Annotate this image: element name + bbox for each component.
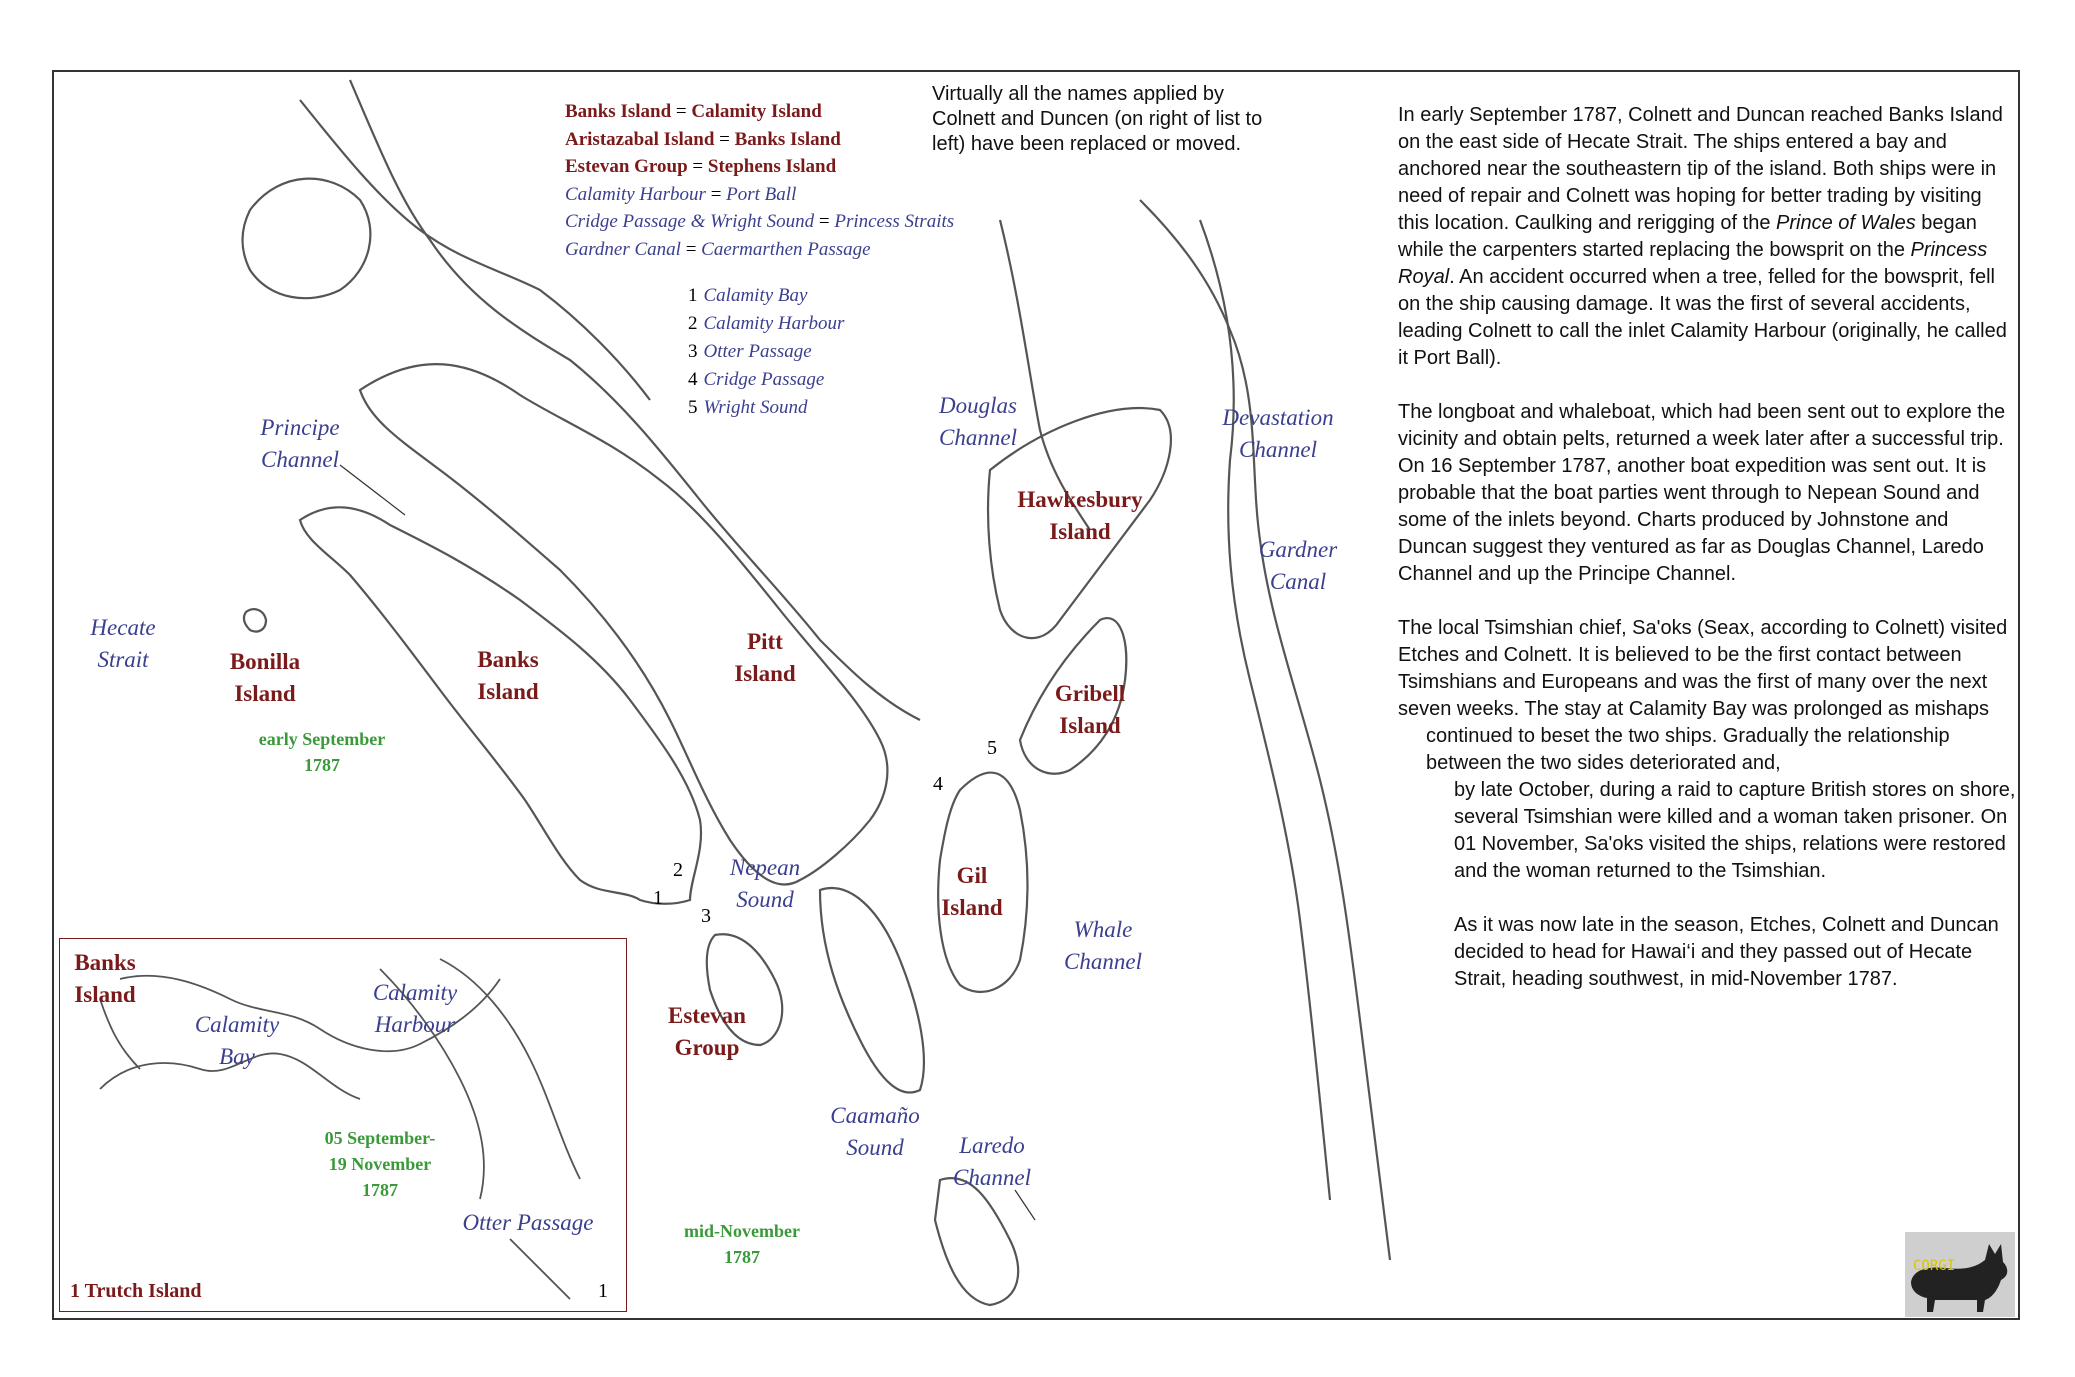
legend-current-name: Banks Island <box>565 101 672 122</box>
gardner-canal-label: Gardner Canal <box>1258 537 1338 594</box>
legend-equals: = <box>814 211 835 232</box>
narrative-text <box>1398 102 2018 1020</box>
corgi-logo <box>1905 1232 2015 1317</box>
map-number-4: 4 <box>933 773 943 795</box>
legend-row <box>565 98 954 126</box>
inset-otter-passage-label: Otter Passage <box>462 1210 594 1235</box>
place-name: Calamity Harbour <box>703 313 845 334</box>
laredo-channel-label: Laredo Channel <box>953 1133 1031 1190</box>
story-paragraph-2: The longboat and whaleboat, which had been sent out to explore the vicinity and obtain pelts, returned a week later after a successful trip. On 16 September 1787, another boat expedition was sent out. It is probable that the boat parties went through to Nepean Sound and some of the inlets beyond. Charts produced by Johnstone and Duncan suggest they ventured as far as Douglas Channel, Laredo Channel and up the Principe Channel. <box>1398 401 2006 585</box>
story-paragraph-3: The local Tsimshian chief, Sa'oks (Seax, according to Colnett) visited Etches and Colnett. It is believed to be the first contact between Tsimshians and Europeans and was the first of many over the next seven weeks. The stay at Calamity Bay was prolonged as mishaps <box>1398 617 2008 720</box>
place-number: 4 <box>688 369 698 390</box>
devastation-channel-label: Devastation Channel <box>1222 405 1334 462</box>
numbered-place-list <box>688 282 844 422</box>
legend-row <box>565 236 954 264</box>
legend-equals: = <box>680 238 702 260</box>
inset-calamity-harbour-label: Calamity Harbour <box>372 980 458 1037</box>
calamity-bay-inset-map <box>59 938 627 1312</box>
nepean-sound-label: Nepean Sound <box>729 855 801 912</box>
principe-channel-label: Principe Channel <box>260 415 340 472</box>
legend-original-name: Calamity Island <box>691 101 822 122</box>
map-number-3: 3 <box>701 905 711 927</box>
place-name: Cridge Passage <box>703 369 825 390</box>
place-name: Otter Passage <box>703 341 812 362</box>
legend-row <box>565 208 954 236</box>
numbered-place-item <box>688 394 844 422</box>
legend-current-name: Calamity Harbour <box>565 183 706 205</box>
numbered-place-item <box>688 366 844 394</box>
legend-row <box>565 153 954 181</box>
legend-original-name: Banks Island <box>734 128 841 150</box>
bonilla-island-label: Bonilla Island <box>229 649 301 706</box>
gribell-island-label: Gribell Island <box>1054 681 1126 738</box>
corgi-silhouette-icon <box>1905 1232 2015 1317</box>
place-name: Calamity Bay <box>703 285 808 306</box>
inset-banks-island-label: Banks Island <box>74 950 136 1007</box>
northwest-island-outline <box>243 179 371 299</box>
inset-number-1: 1 <box>598 1280 608 1302</box>
map-number-1: 1 <box>653 887 663 909</box>
story-paragraph-3-end: by late October, during a raid to capture British stores on shore, several Tsimshian were killed and a woman taken prisoner. On 01 November, Sa'oks visited the ships, relations were restored and the woman returned to the Tsimshian. <box>1454 779 2016 882</box>
legend-row <box>565 181 954 209</box>
legend-equals: = <box>714 128 735 150</box>
map-number-2: 2 <box>673 859 683 881</box>
early-september-label: early September 1787 <box>258 729 386 775</box>
place-number: 1 <box>688 285 698 306</box>
name-legend <box>565 98 954 263</box>
renaming-note: Virtually all the names applied by Colnett and Duncen (on right of list to left) have been replaced or moved. <box>932 83 1263 155</box>
legend-current-name: Cridge Passage & Wright Sound <box>565 211 815 232</box>
mainland-channel-outline <box>1200 220 1330 1200</box>
gil-island-label: Gil Island <box>941 863 1003 920</box>
legend-current-name: Estevan Group <box>565 156 688 177</box>
legend-original-name: Port Ball <box>726 183 797 205</box>
story-paragraph-1: In early September 1787, Colnett and Duncan reached Banks Island on the east side of Hecate Strait. The ships entered a bay and anchored near the southeastern tip of the island. Both ships were in need of repair and Colnett was hoping for better trading by visiting this location. Caulking and rerigging of the Prince of Wales began while the carpenters started replacing the bowsprit on the Princess Royal. An accident occurred when a tree, felled for the bowsprit, fell on the ship causing damage. It was the first of several accidents, leading Colnett to call the inlet Calamity Harbour (originally, he called it Port Ball). <box>1398 104 2007 369</box>
legend-current-name: Gardner Canal <box>565 238 681 260</box>
pitt-island-label: Pitt Island <box>734 629 796 686</box>
numbered-place-item <box>688 282 844 310</box>
southern-islands-outline <box>820 888 924 1092</box>
legend-row <box>565 126 954 154</box>
banks-island-label: Banks Island <box>477 647 539 704</box>
bonilla-island-outline <box>244 609 266 631</box>
story-paragraph-3-cont: continued to beset the two ships. Gradually the relationship between the two sides deteriorated and, <box>1426 725 1950 774</box>
place-number: 3 <box>688 341 698 362</box>
corgi-logo-text: CORGI <box>1913 1258 1956 1274</box>
legend-original-name: Caermarthen Passage <box>701 238 871 260</box>
whale-channel-label: Whale Channel <box>1064 917 1142 974</box>
laredo-leader-line <box>1015 1190 1035 1220</box>
legend-equals: = <box>671 101 692 122</box>
inset-date-range-label: 05 September- 19 November 1787 <box>324 1128 436 1200</box>
legend-equals: = <box>687 156 708 177</box>
numbered-place-item <box>688 310 844 338</box>
place-name: Wright Sound <box>703 397 808 418</box>
legend-original-name: Stephens Island <box>707 156 837 177</box>
hecate-strait-label: Hecate Strait <box>90 615 156 672</box>
hawkesbury-island-label: Hawkesbury Island <box>1017 487 1143 544</box>
mainland-east-outline <box>1140 200 1390 1260</box>
legend-original-name: Princess Straits <box>834 211 955 232</box>
inset-calamity-bay-label: Calamity Bay <box>194 1012 280 1069</box>
caamano-sound-label: Caamaño Sound <box>830 1103 920 1160</box>
mid-november-label: mid-November 1787 <box>684 1221 800 1267</box>
place-number: 5 <box>688 397 698 418</box>
numbered-place-item <box>688 338 844 366</box>
legend-current-name: Aristazabal Island <box>565 128 715 150</box>
estevan-group-label: Estevan Group <box>668 1003 746 1060</box>
legend-equals: = <box>705 183 727 205</box>
laredo-shore-outline <box>935 1178 1018 1305</box>
inset-key-label: 1 Trutch Island <box>70 1280 202 1302</box>
map-number-5: 5 <box>987 737 997 759</box>
story-paragraph-4: As it was now late in the season, Etches, Colnett and Duncan decided to head for Hawai‘i and they passed out of Hecate Strait, heading southwest, in mid-November 1787. <box>1454 914 1999 990</box>
place-number: 2 <box>688 313 698 334</box>
douglas-channel-label: Douglas Channel <box>939 393 1017 450</box>
